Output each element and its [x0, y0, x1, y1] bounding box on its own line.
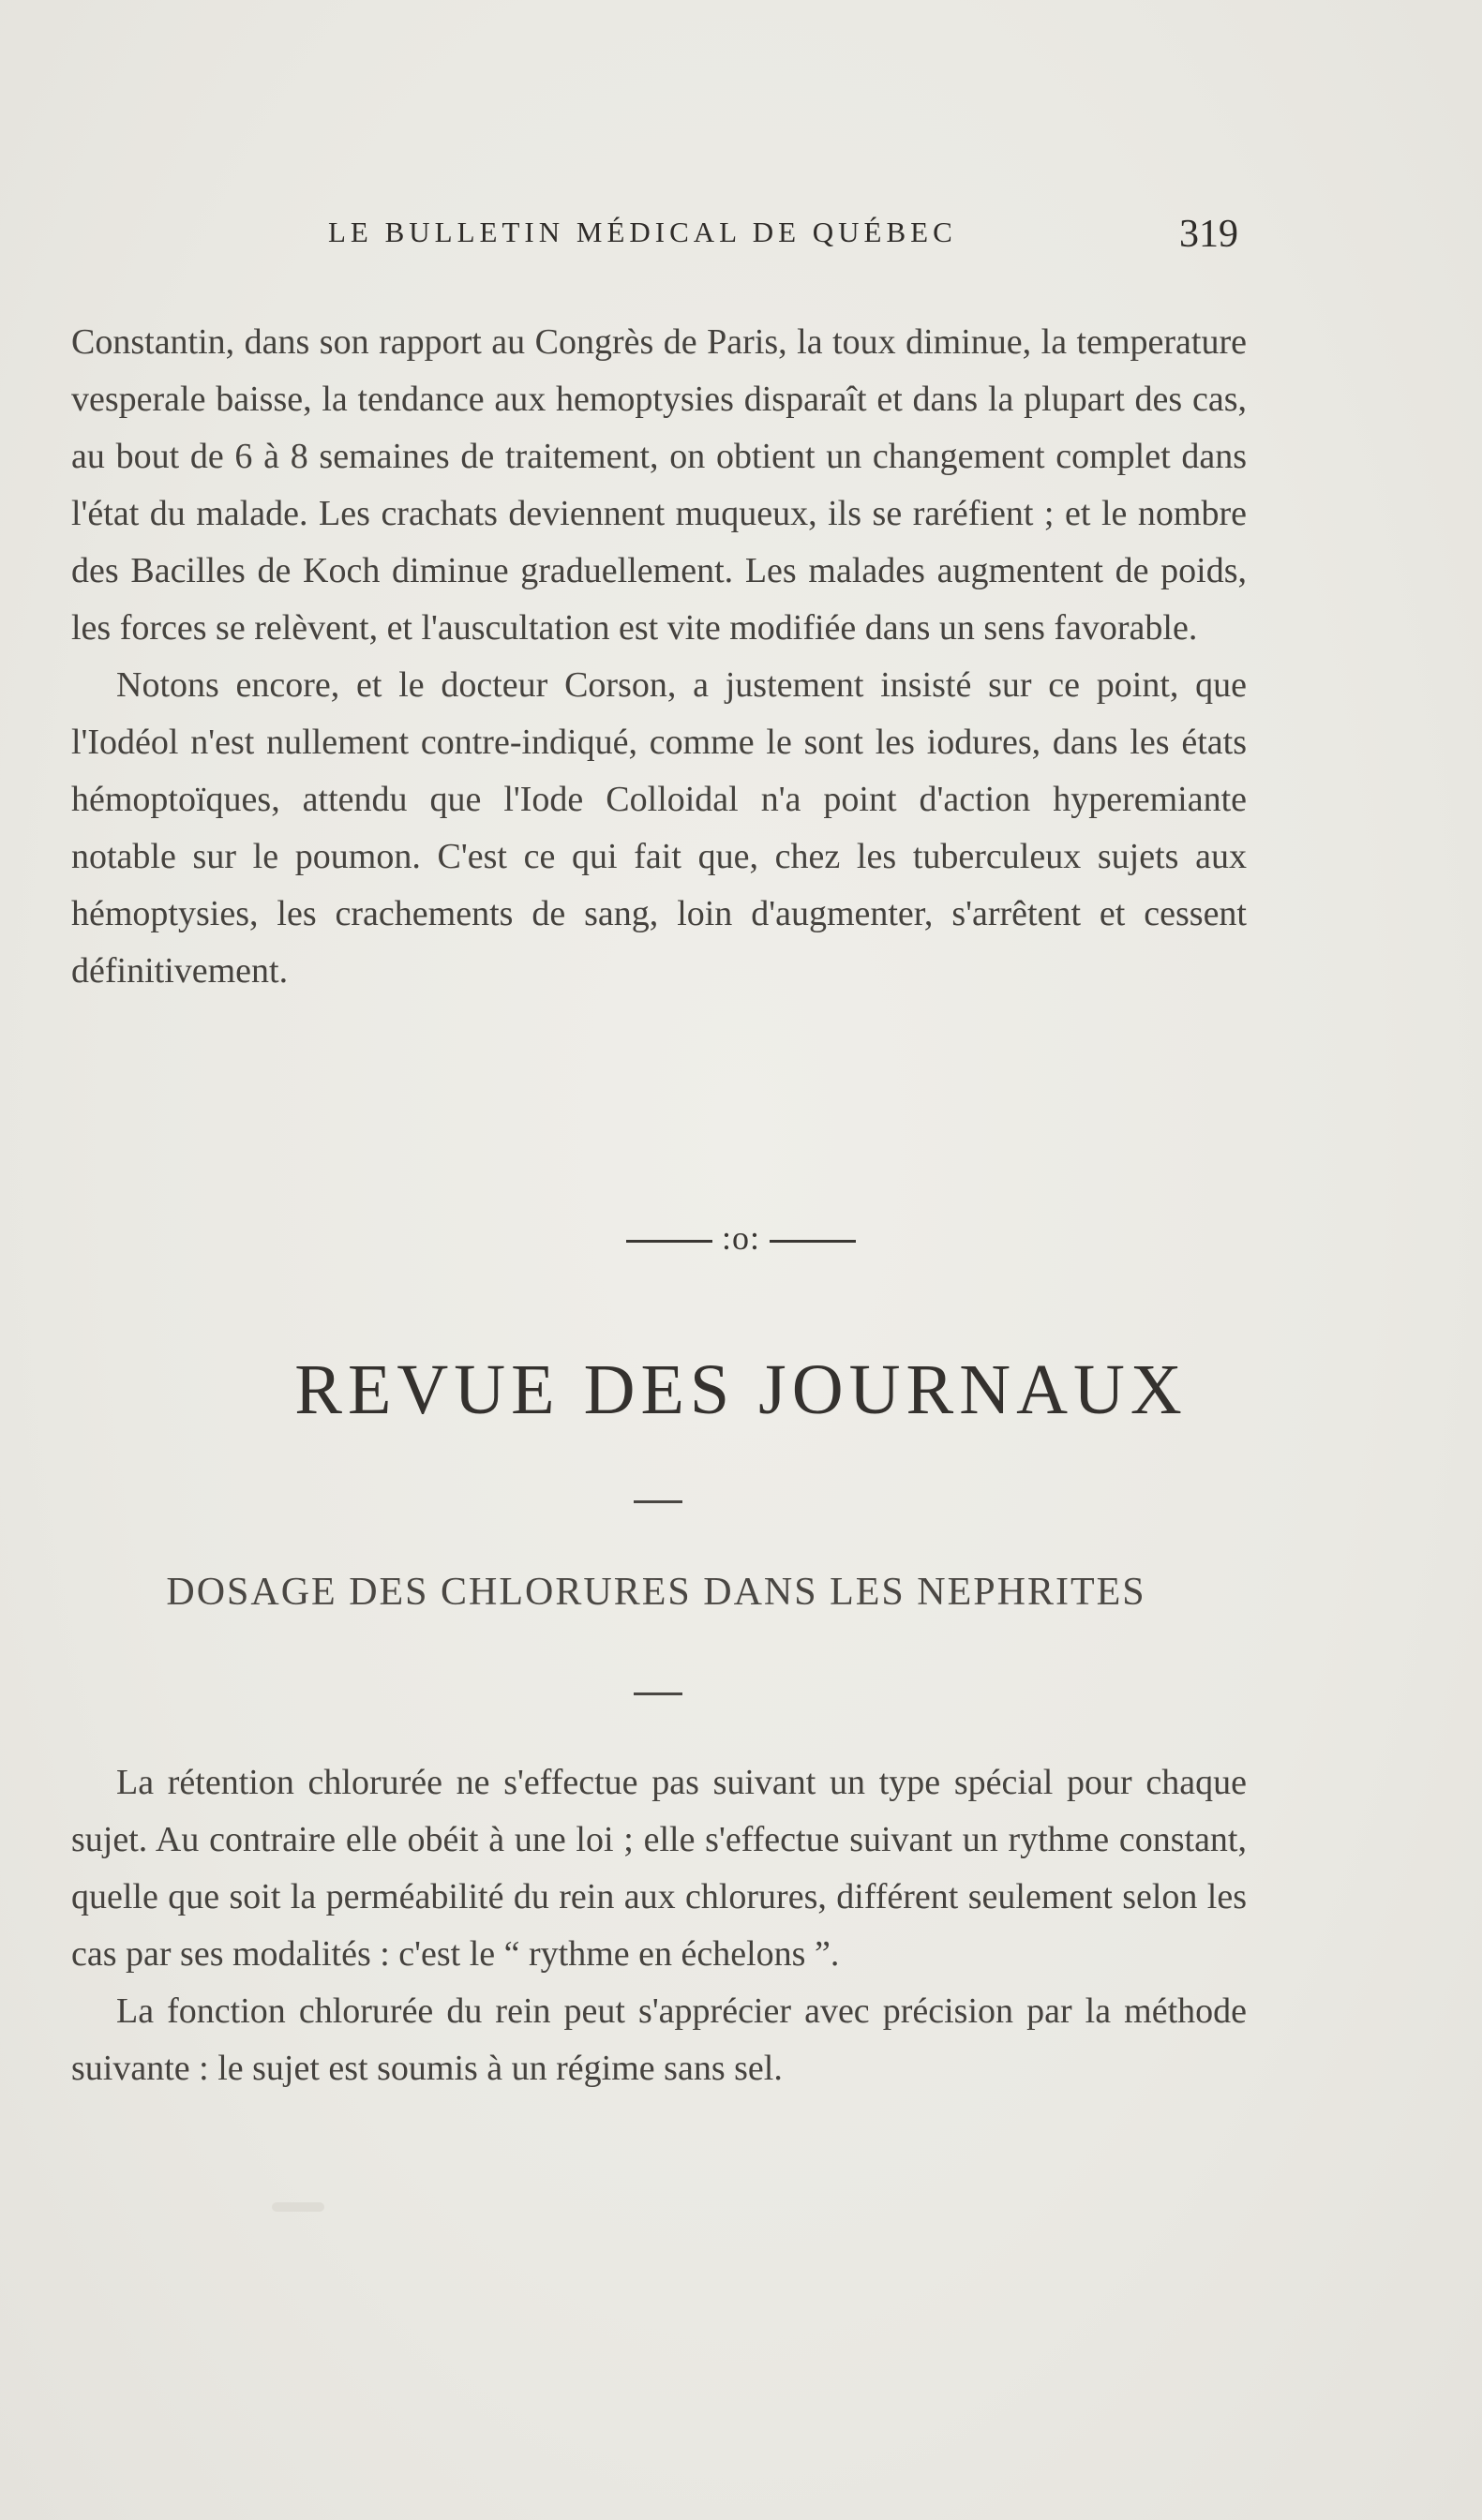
title-divider: [634, 1500, 682, 1503]
article-title: DOSAGE DES CHLORURES DANS LES NEPHRITES: [166, 1571, 1146, 1614]
page-smudge: [272, 2202, 324, 2212]
section-title: REVUE DES JOURNAUX: [294, 1350, 1188, 1429]
separator-symbol: :o:: [721, 1219, 760, 1257]
page-number: 319: [1179, 213, 1238, 256]
article-body: [71, 1754, 1247, 2097]
section-separator: [0, 1218, 1482, 1258]
separator-rule-left: [626, 1240, 712, 1243]
page-header: [0, 212, 1482, 259]
paragraph: Constantin, dans son rapport au Congrès de Paris, la toux diminue, la temperature vesperale baisse, la tendance aux hemoptysies disparaît et dans la plupart des cas, au bout de 6 à 8 semaines de traitement, on obtient un changement complet dans l'état du malade. Les crachats deviennent muqueux, ils se raréfient ; et le nombre des Bacilles de Koch diminue graduellement. Les malades augmentent de poids, les forces se relèvent, et l'auscultation est vite modifiée dans un sens favorable.: [71, 322, 1247, 648]
paragraph: La rétention chlorurée ne s'effectue pas suivant un type spécial pour chaque sujet. Au contraire elle obéit à une loi ; elle s'effectue suivant un rythme constant, quelle que soit la perméabilité du rein aux chlorures, différent seulement selon les cas par ses modalités : c'est le “ rythme en échelons ”.: [71, 1763, 1247, 1974]
separator-rule-right: [770, 1240, 856, 1243]
running-title: LE BULLETIN MÉDICAL DE QUÉBEC: [328, 216, 957, 248]
continued-text: [71, 314, 1247, 1000]
paragraph: La fonction chlorurée du rein peut s'apprécier avec précision par la méthode suivante : le sujet est soumis à un régime sans sel.: [71, 1991, 1247, 2088]
title-divider: [634, 1692, 682, 1695]
paragraph: Notons encore, et le docteur Corson, a justement insisté sur ce point, que l'Iodéol n'est nullement contre-indiqué, comme le sont les iodures, dans les états hémoptoïques, attendu que l'Iode Colloidal n'a point d'action hyperemiante notable sur le poumon. C'est ce qui fait que, chez les tuberculeux sujets aux hémoptysies, les crachements de sang, loin d'augmenter, s'arrêtent et cessent définitivement.: [71, 665, 1247, 991]
